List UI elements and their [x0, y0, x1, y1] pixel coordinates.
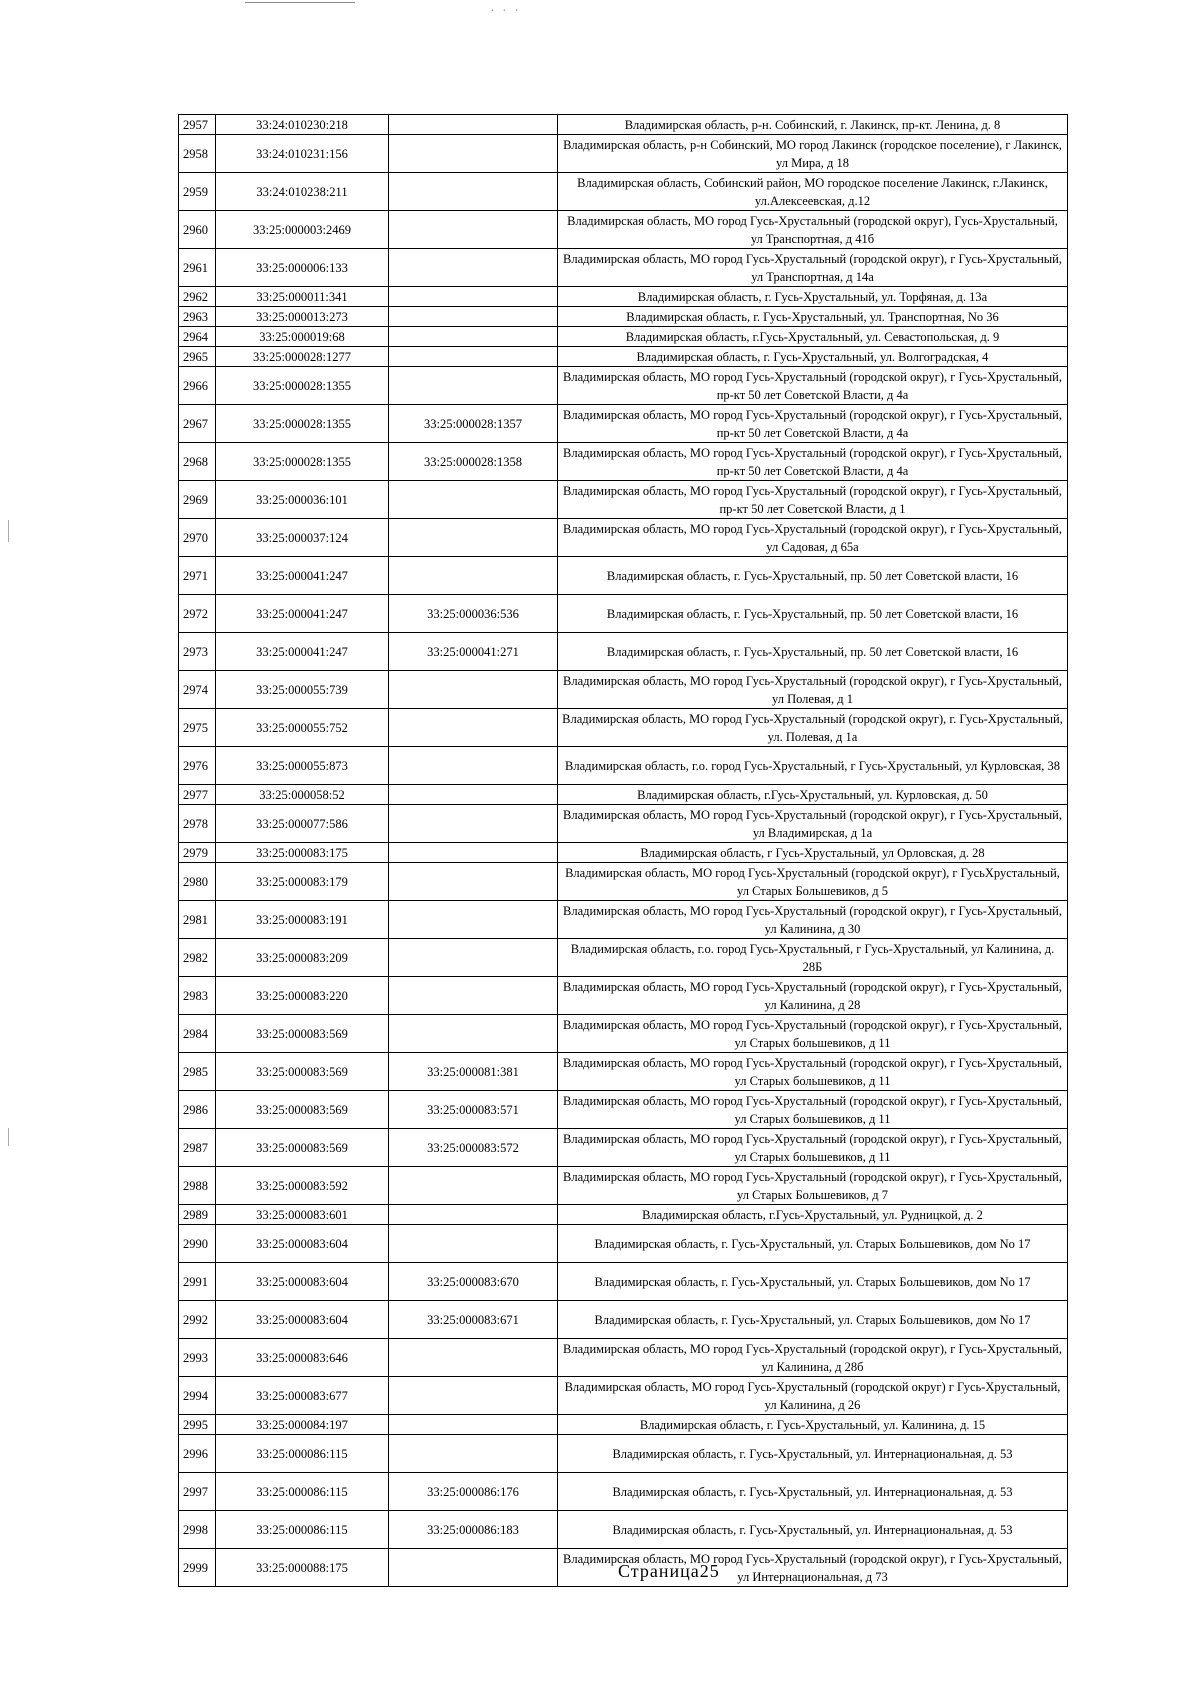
register-table-body	[179, 115, 1068, 1587]
row-number-cell: 2987	[179, 1129, 216, 1167]
cadastral-number-cell: 33:25:000083:592	[216, 1167, 389, 1205]
row-number-cell: 2997	[179, 1473, 216, 1511]
cadastral-number-cell: 33:24:010231:156	[216, 135, 389, 173]
linked-cadastral-number-cell: 33:25:000083:572	[389, 1129, 558, 1167]
address-cell: Владимирская область, г. Гусь-Хрустальный, ул. Старых Большевиков, дом No 17	[558, 1263, 1068, 1301]
row-number-cell: 2977	[179, 785, 216, 805]
row-number-cell: 2986	[179, 1091, 216, 1129]
address-cell: Владимирская область, МО город Гусь-Хрустальный (городской округ) г Гусь-Хрустальный, ул Калинина, д 26	[558, 1377, 1068, 1415]
table-row	[179, 595, 1068, 633]
linked-cadastral-number-cell	[389, 785, 558, 805]
address-cell: Владимирская область, г. Гусь-Хрустальный, ул. Торфяная, д. 13а	[558, 287, 1068, 307]
row-number-cell: 2963	[179, 307, 216, 327]
address-cell: Владимирская область, г.о. город Гусь-Хрустальный, г Гусь-Хрустальный, ул Калинина, д. 28Б	[558, 939, 1068, 977]
cadastral-number-cell: 33:24:010238:211	[216, 173, 389, 211]
table-row	[179, 287, 1068, 307]
row-number-cell: 2957	[179, 115, 216, 135]
row-number-cell: 2959	[179, 173, 216, 211]
cadastral-number-cell: 33:25:000086:115	[216, 1473, 389, 1511]
table-row	[179, 519, 1068, 557]
linked-cadastral-number-cell	[389, 173, 558, 211]
row-number-cell: 2993	[179, 1339, 216, 1377]
address-cell: Владимирская область, г. Гусь-Хрустальный, ул. Интернациональная, д. 53	[558, 1435, 1068, 1473]
row-number-cell: 2994	[179, 1377, 216, 1415]
row-number-cell: 2965	[179, 347, 216, 367]
address-cell: Владимирская область, МО город Гусь-Хрустальный (городской округ), г Гусь-Хрустальный, ул Старых большевиков, д 11	[558, 1015, 1068, 1053]
cadastral-number-cell: 33:25:000086:115	[216, 1511, 389, 1549]
address-cell: Владимирская область, МО город Гусь-Хрустальный (городской округ), г Гусь-Хрустальный, ул Интернациональная, д 73	[558, 1549, 1068, 1587]
scan-top-line	[245, 2, 355, 3]
cadastral-number-cell: 33:25:000084:197	[216, 1415, 389, 1435]
scan-edge-mark	[8, 1128, 9, 1146]
cadastral-number-cell: 33:25:000006:133	[216, 249, 389, 287]
cadastral-number-cell: 33:25:000083:569	[216, 1015, 389, 1053]
cadastral-number-cell: 33:25:000019:68	[216, 327, 389, 347]
linked-cadastral-number-cell: 33:25:000081:381	[389, 1053, 558, 1091]
cadastral-number-cell: 33:25:000083:646	[216, 1339, 389, 1377]
linked-cadastral-number-cell	[389, 307, 558, 327]
row-number-cell: 2998	[179, 1511, 216, 1549]
row-number-cell: 2964	[179, 327, 216, 347]
cadastral-number-cell: 33:25:000037:124	[216, 519, 389, 557]
linked-cadastral-number-cell	[389, 287, 558, 307]
scan-noise: · · ·	[490, 4, 521, 19]
address-cell: Владимирская область, г.Гусь-Хрустальный, ул. Севастопольская, д. 9	[558, 327, 1068, 347]
cadastral-number-cell: 33:25:000055:739	[216, 671, 389, 709]
address-cell: Владимирская область, МО город Гусь-Хрустальный (городской округ), г Гусь-Хрустальный, ул Садовая, д 65а	[558, 519, 1068, 557]
linked-cadastral-number-cell: 33:25:000036:536	[389, 595, 558, 633]
cadastral-number-cell: 33:25:000055:873	[216, 747, 389, 785]
table-row	[179, 805, 1068, 843]
linked-cadastral-number-cell: 33:25:000086:183	[389, 1511, 558, 1549]
address-cell: Владимирская область, МО город Гусь-Хрустальный (городской округ), г Гусь-Хрустальный, ул Старых большевиков, д 11	[558, 1091, 1068, 1129]
table-row	[179, 1015, 1068, 1053]
row-number-cell: 2988	[179, 1167, 216, 1205]
row-number-cell: 2985	[179, 1053, 216, 1091]
table-row	[179, 307, 1068, 327]
table-row	[179, 1301, 1068, 1339]
table-row	[179, 557, 1068, 595]
cadastral-number-cell: 33:25:000055:752	[216, 709, 389, 747]
scan-edge-mark	[8, 520, 9, 542]
table-row	[179, 1053, 1068, 1091]
cadastral-number-cell: 33:25:000083:569	[216, 1129, 389, 1167]
row-number-cell: 2999	[179, 1549, 216, 1587]
cadastral-number-cell: 33:25:000041:247	[216, 633, 389, 671]
address-cell: Владимирская область, г. Гусь-Хрустальный, пр. 50 лет Советской власти, 16	[558, 557, 1068, 595]
row-number-cell: 2981	[179, 901, 216, 939]
cadastral-number-cell: 33:25:000041:247	[216, 595, 389, 633]
address-cell: Владимирская область, г. Гусь-Хрустальный, ул. Калинина, д. 15	[558, 1415, 1068, 1435]
linked-cadastral-number-cell	[389, 1415, 558, 1435]
linked-cadastral-number-cell	[389, 939, 558, 977]
cadastral-number-cell: 33:25:000083:601	[216, 1205, 389, 1225]
table-row	[179, 671, 1068, 709]
row-number-cell: 2984	[179, 1015, 216, 1053]
linked-cadastral-number-cell	[389, 901, 558, 939]
table-row	[179, 173, 1068, 211]
row-number-cell: 2958	[179, 135, 216, 173]
table-row	[179, 1339, 1068, 1377]
linked-cadastral-number-cell	[389, 249, 558, 287]
table-row	[179, 747, 1068, 785]
row-number-cell: 2974	[179, 671, 216, 709]
address-cell: Владимирская область, МО город Гусь-Хрустальный (городской округ), г Гусь-Хрустальный, ул Владимирская, д 1а	[558, 805, 1068, 843]
cadastral-number-cell: 33:25:000036:101	[216, 481, 389, 519]
row-number-cell: 2980	[179, 863, 216, 901]
cadastral-number-cell: 33:25:000028:1355	[216, 367, 389, 405]
address-cell: Владимирская область, г. Гусь-Хрустальный, пр. 50 лет Советской власти, 16	[558, 633, 1068, 671]
linked-cadastral-number-cell: 33:25:000083:670	[389, 1263, 558, 1301]
address-cell: Владимирская область, МО город Гусь-Хрустальный (городской округ), г Гусь-Хрустальный, пр-кт 50 лет Советской Власти, д 4а	[558, 443, 1068, 481]
address-cell: Владимирская область, г.Гусь-Хрустальный, ул. Рудницкой, д. 2	[558, 1205, 1068, 1225]
cadastral-number-cell: 33:25:000041:247	[216, 557, 389, 595]
table-row	[179, 843, 1068, 863]
address-cell: Владимирская область, МО город Гусь-Хрустальный (городской округ), г Гусь-Хрустальный, ул Калинина, д 30	[558, 901, 1068, 939]
linked-cadastral-number-cell	[389, 977, 558, 1015]
cadastral-number-cell: 33:25:000058:52	[216, 785, 389, 805]
cadastral-number-cell: 33:25:000028:1277	[216, 347, 389, 367]
table-row	[179, 1377, 1068, 1415]
linked-cadastral-number-cell	[389, 863, 558, 901]
cadastral-number-cell: 33:25:000003:2469	[216, 211, 389, 249]
cadastral-register-table	[178, 114, 1068, 1587]
row-number-cell: 2990	[179, 1225, 216, 1263]
address-cell: Владимирская область, г. Гусь-Хрустальный, пр. 50 лет Советской власти, 16	[558, 595, 1068, 633]
cadastral-number-cell: 33:25:000086:115	[216, 1435, 389, 1473]
address-cell: Владимирская область, г.Гусь-Хрустальный, ул. Курловская, д. 50	[558, 785, 1068, 805]
cadastral-number-cell: 33:25:000083:209	[216, 939, 389, 977]
linked-cadastral-number-cell	[389, 115, 558, 135]
row-number-cell: 2966	[179, 367, 216, 405]
row-number-cell: 2992	[179, 1301, 216, 1339]
table-row	[179, 405, 1068, 443]
cadastral-number-cell: 33:25:000083:220	[216, 977, 389, 1015]
linked-cadastral-number-cell	[389, 671, 558, 709]
linked-cadastral-number-cell	[389, 1339, 558, 1377]
cadastral-number-cell: 33:25:000083:569	[216, 1091, 389, 1129]
address-cell: Владимирская область, г.о. город Гусь-Хрустальный, г Гусь-Хрустальный, ул Курловская, 38	[558, 747, 1068, 785]
row-number-cell: 2995	[179, 1415, 216, 1435]
table-row	[179, 1091, 1068, 1129]
address-cell: Владимирская область, МО город Гусь-Хрустальный (городской округ), Гусь-Хрустальный, ул Транспортная, д 41б	[558, 211, 1068, 249]
row-number-cell: 2971	[179, 557, 216, 595]
cadastral-number-cell: 33:25:000083:677	[216, 1377, 389, 1415]
linked-cadastral-number-cell	[389, 481, 558, 519]
cadastral-number-cell: 33:25:000083:604	[216, 1225, 389, 1263]
cadastral-number-cell: 33:25:000011:341	[216, 287, 389, 307]
linked-cadastral-number-cell	[389, 347, 558, 367]
row-number-cell: 2962	[179, 287, 216, 307]
table-row	[179, 249, 1068, 287]
linked-cadastral-number-cell	[389, 1377, 558, 1415]
cadastral-number-cell: 33:25:000077:586	[216, 805, 389, 843]
address-cell: Владимирская область, МО город Гусь-Хрустальный (городской округ), г Гусь-Хрустальный, пр-кт 50 лет Советской Власти, д 4а	[558, 405, 1068, 443]
row-number-cell: 2968	[179, 443, 216, 481]
linked-cadastral-number-cell: 33:25:000083:671	[389, 1301, 558, 1339]
table-row	[179, 1225, 1068, 1263]
address-cell: Владимирская область, МО город Гусь-Хрустальный (городской округ), г Гусь-Хрустальный, ул Калинина, д 28б	[558, 1339, 1068, 1377]
row-number-cell: 2976	[179, 747, 216, 785]
address-cell: Владимирская область, Собинский район, МО городское поселение Лакинск, г.Лакинск, ул.Алексеевская, д.12	[558, 173, 1068, 211]
address-cell: Владимирская область, МО город Гусь-Хрустальный (городской округ), г Гусь-Хрустальный, пр-кт 50 лет Советской Власти, д 4а	[558, 367, 1068, 405]
address-cell: Владимирская область, г. Гусь-Хрустальный, ул. Транспортная, No 36	[558, 307, 1068, 327]
table-row	[179, 347, 1068, 367]
table-row	[179, 115, 1068, 135]
row-number-cell: 2975	[179, 709, 216, 747]
cadastral-number-cell: 33:25:000013:273	[216, 307, 389, 327]
table-row	[179, 1473, 1068, 1511]
address-cell: Владимирская область, г. Гусь-Хрустальный, ул. Волгоградская, 4	[558, 347, 1068, 367]
linked-cadastral-number-cell: 33:25:000041:271	[389, 633, 558, 671]
row-number-cell: 2973	[179, 633, 216, 671]
row-number-cell: 2991	[179, 1263, 216, 1301]
table-row	[179, 481, 1068, 519]
linked-cadastral-number-cell	[389, 843, 558, 863]
address-cell: Владимирская область, р-н Собинский, МО город Лакинск (городское поселение), г Лакинск, ул Мира, д 18	[558, 135, 1068, 173]
linked-cadastral-number-cell	[389, 747, 558, 785]
cadastral-number-cell: 33:25:000083:569	[216, 1053, 389, 1091]
linked-cadastral-number-cell	[389, 557, 558, 595]
row-number-cell: 2979	[179, 843, 216, 863]
linked-cadastral-number-cell	[389, 1549, 558, 1587]
row-number-cell: 2989	[179, 1205, 216, 1225]
table-row	[179, 1435, 1068, 1473]
row-number-cell: 2983	[179, 977, 216, 1015]
address-cell: Владимирская область, МО город Гусь-Хрустальный (городской округ), г Гусь-Хрустальный, пр-кт 50 лет Советской Власти, д 1	[558, 481, 1068, 519]
row-number-cell: 2969	[179, 481, 216, 519]
row-number-cell: 2996	[179, 1435, 216, 1473]
linked-cadastral-number-cell	[389, 1015, 558, 1053]
linked-cadastral-number-cell	[389, 709, 558, 747]
cadastral-number-cell: 33:25:000083:175	[216, 843, 389, 863]
linked-cadastral-number-cell	[389, 1205, 558, 1225]
cadastral-number-cell: 33:25:000028:1355	[216, 405, 389, 443]
linked-cadastral-number-cell	[389, 211, 558, 249]
address-cell: Владимирская область, р-н. Собинский, г. Лакинск, пр-кт. Ленина, д. 8	[558, 115, 1068, 135]
table-row	[179, 1263, 1068, 1301]
linked-cadastral-number-cell: 33:25:000028:1357	[389, 405, 558, 443]
row-number-cell: 2970	[179, 519, 216, 557]
row-number-cell: 2960	[179, 211, 216, 249]
table-row	[179, 1205, 1068, 1225]
address-cell: Владимирская область, г. Гусь-Хрустальный, ул. Интернациональная, д. 53	[558, 1473, 1068, 1511]
linked-cadastral-number-cell	[389, 367, 558, 405]
address-cell: Владимирская область, МО город Гусь-Хрустальный (городской округ), г Гусь-Хрустальный, ул Полевая, д 1	[558, 671, 1068, 709]
table-row	[179, 211, 1068, 249]
table-row	[179, 1129, 1068, 1167]
address-cell: Владимирская область, МО город Гусь-Хрустальный (городской округ), г Гусь-Хрустальный, ул Транспортная, д 14а	[558, 249, 1068, 287]
linked-cadastral-number-cell	[389, 327, 558, 347]
table-row	[179, 633, 1068, 671]
cadastral-number-cell: 33:25:000088:175	[216, 1549, 389, 1587]
table-row	[179, 1511, 1068, 1549]
table-row	[179, 1167, 1068, 1205]
address-cell: Владимирская область, МО город Гусь-Хрустальный (городской округ), г Гусь-Хрустальный, ул Старых Большевиков, д 7	[558, 1167, 1068, 1205]
address-cell: Владимирская область, г. Гусь-Хрустальный, ул. Старых Большевиков, дом No 17	[558, 1301, 1068, 1339]
address-cell: Владимирская область, МО город Гусь-Хрустальный (городской округ), г. Гусь-Хрустальный, ул. Полевая, д 1а	[558, 709, 1068, 747]
cadastral-number-cell: 33:24:010230:218	[216, 115, 389, 135]
table-row	[179, 863, 1068, 901]
linked-cadastral-number-cell	[389, 135, 558, 173]
linked-cadastral-number-cell	[389, 805, 558, 843]
linked-cadastral-number-cell	[389, 1435, 558, 1473]
table-row	[179, 135, 1068, 173]
table-row	[179, 367, 1068, 405]
table-row	[179, 327, 1068, 347]
address-cell: Владимирская область, г. Гусь-Хрустальный, ул. Интернациональная, д. 53	[558, 1511, 1068, 1549]
address-cell: Владимирская область, г. Гусь-Хрустальный, ул. Старых Большевиков, дом No 17	[558, 1225, 1068, 1263]
table-row	[179, 901, 1068, 939]
row-number-cell: 2978	[179, 805, 216, 843]
cadastral-number-cell: 33:25:000083:604	[216, 1301, 389, 1339]
row-number-cell: 2967	[179, 405, 216, 443]
linked-cadastral-number-cell: 33:25:000028:1358	[389, 443, 558, 481]
address-cell: Владимирская область, МО город Гусь-Хрустальный (городской округ), г Гусь-Хрустальный, ул Калинина, д 28	[558, 977, 1068, 1015]
address-cell: Владимирская область, МО город Гусь-Хрустальный (городской округ), г Гусь-Хрустальный, ул Старых большевиков, д 11	[558, 1129, 1068, 1167]
cadastral-number-cell: 33:25:000083:604	[216, 1263, 389, 1301]
table-row	[179, 977, 1068, 1015]
cadastral-number-cell: 33:25:000083:179	[216, 863, 389, 901]
table-row	[179, 1415, 1068, 1435]
linked-cadastral-number-cell: 33:25:000086:176	[389, 1473, 558, 1511]
cadastral-number-cell: 33:25:000028:1355	[216, 443, 389, 481]
row-number-cell: 2982	[179, 939, 216, 977]
linked-cadastral-number-cell: 33:25:000083:571	[389, 1091, 558, 1129]
page-footer-label: Страница25	[618, 1561, 720, 1581]
row-number-cell: 2961	[179, 249, 216, 287]
cadastral-number-cell: 33:25:000083:191	[216, 901, 389, 939]
table-row	[179, 709, 1068, 747]
linked-cadastral-number-cell	[389, 1167, 558, 1205]
linked-cadastral-number-cell	[389, 1225, 558, 1263]
address-cell: Владимирская область, МО город Гусь-Хрустальный (городской округ), г ГусьХрустальный, ул Старых Большевиков, д 5	[558, 863, 1068, 901]
linked-cadastral-number-cell	[389, 519, 558, 557]
table-row	[179, 785, 1068, 805]
row-number-cell: 2972	[179, 595, 216, 633]
address-cell: Владимирская область, г Гусь-Хрустальный, ул Орловская, д. 28	[558, 843, 1068, 863]
table-row	[179, 939, 1068, 977]
table-row	[179, 443, 1068, 481]
address-cell: Владимирская область, МО город Гусь-Хрустальный (городской округ), г Гусь-Хрустальный, ул Старых большевиков, д 11	[558, 1053, 1068, 1091]
